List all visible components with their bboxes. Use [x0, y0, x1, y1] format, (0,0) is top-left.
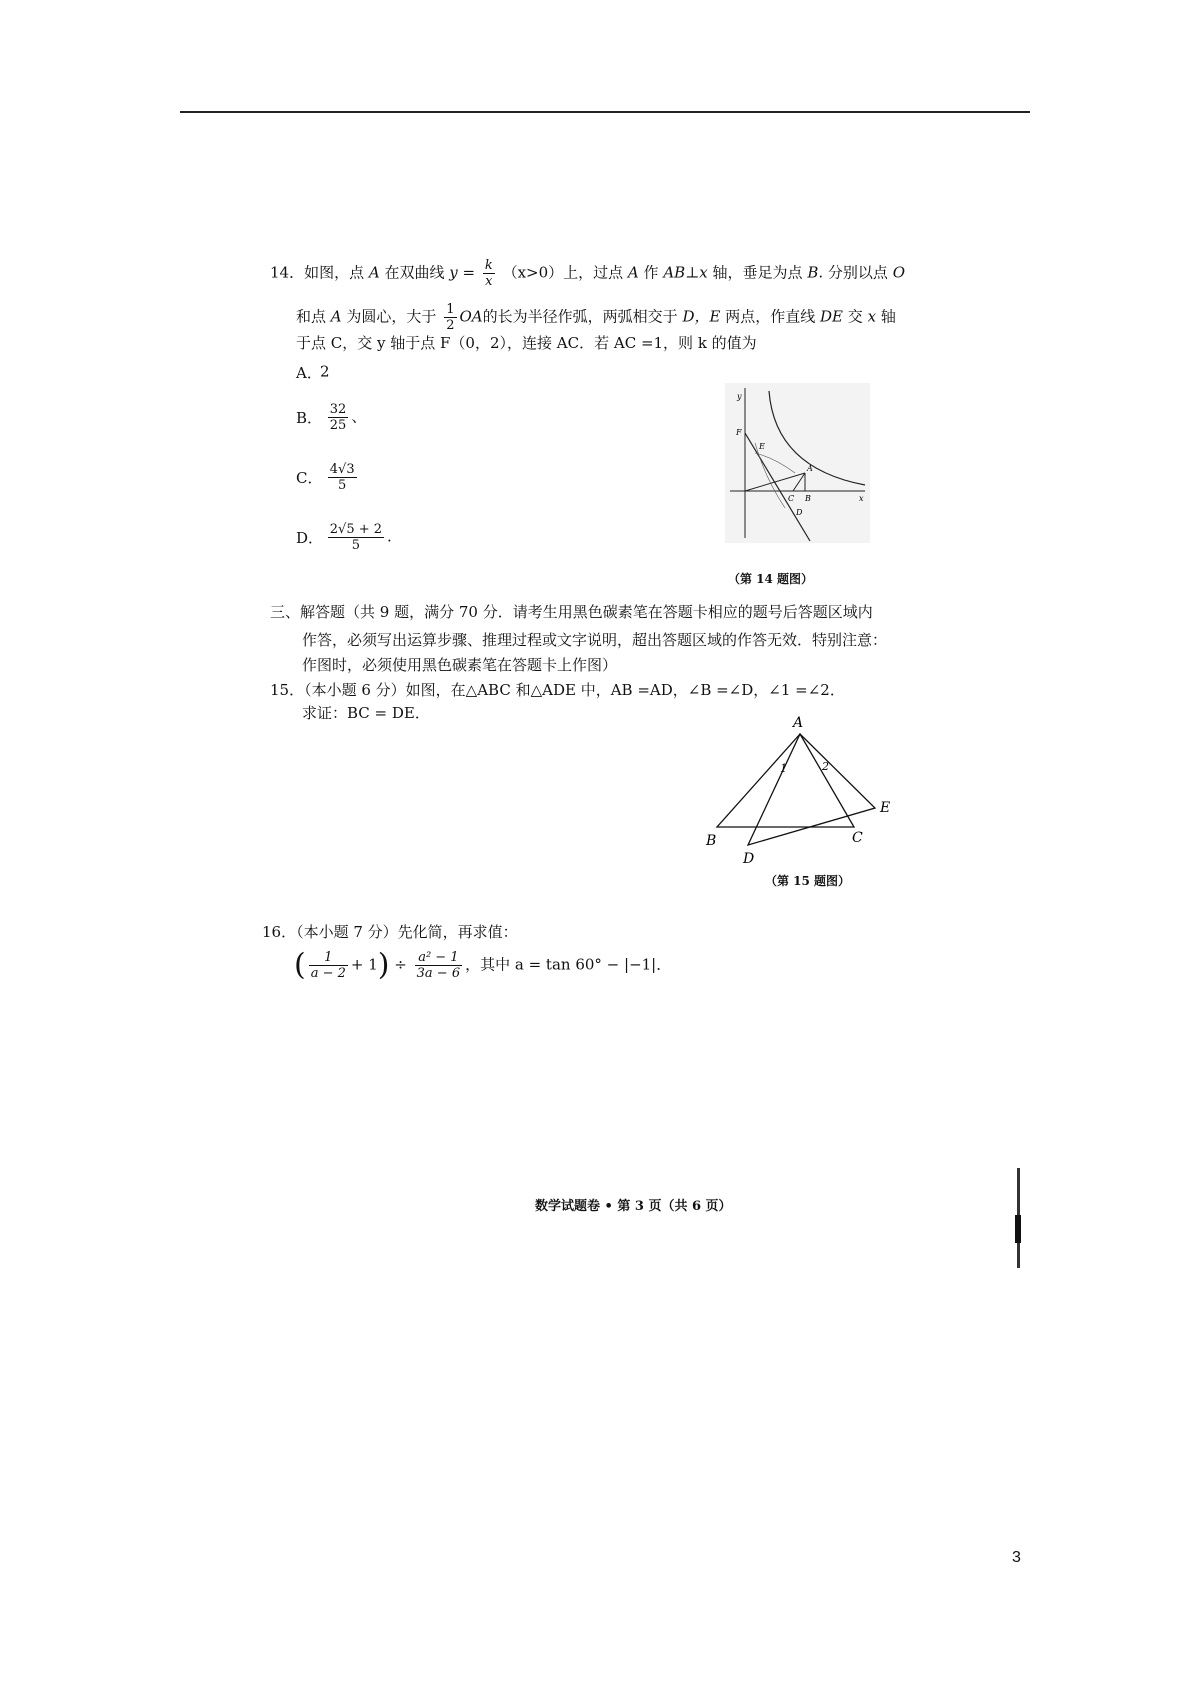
fig14-label-B: B [805, 494, 811, 503]
section3-line1: 三、解答题（共 9 题，满分 70 分．请考生用黑色碳素笔在答题卡相应的题号后答题区域内 [270, 603, 873, 621]
q14-line2: 和点 A 为圆心，大于 $\frac{1}{2}$ OA的长为半径作弧，两弧相交于 D，E 两点，作直线 DE 交 x 轴 [296, 302, 896, 333]
option-c: C． $\frac{4√3}{5}$ [296, 462, 355, 493]
curve-fraction: $\frac{k}{x}$ [484, 258, 493, 289]
q16-line1: 16．（本小题 7 分）先化简，再求值： [262, 923, 518, 941]
half-fraction: $\frac{1}{2}$ [446, 302, 455, 333]
figure-14-caption: （第 14 题图） [728, 572, 814, 586]
fig14-label-D: D [796, 508, 803, 517]
figure-15-caption: （第 15 题图） [765, 874, 851, 888]
fig14-label-E: E [759, 442, 765, 451]
q16-expression: ( $\frac{1}{a - 2}$ + 1) ÷ $\frac{\text{a² − 1}}{3a - 6}$ ，其中 a = tan 60° − |−1|． [294, 947, 672, 983]
header-rule [180, 111, 1030, 113]
fig14-label-y: y [737, 392, 742, 401]
fig14-label-C: C [788, 494, 795, 503]
option-b: B． $\frac{32}{25}$ 、 [296, 402, 367, 433]
q15-line1: 15．（本小题 6 分）如图，在△ABC 和△ADE 中，AB =AD，∠B =∠D，∠1 =∠2． [270, 681, 845, 699]
q15-line2: 求证：BC = DE． [302, 704, 430, 722]
fig15-label-E: E [880, 800, 891, 816]
fig14-label-x: x [859, 494, 864, 503]
fig15-label-A: A [793, 715, 804, 731]
figure-15 [700, 712, 900, 872]
fig14-label-A: A [807, 464, 813, 473]
fig15-label-2: 2 [822, 760, 829, 773]
q14-line3: 于点 C，交 y 轴于点 F（0，2），连接 AC．若 AC =1，则 k 的值为 [296, 334, 757, 352]
option-d: D． $\frac{2√5 + 2}{5}$ . [296, 522, 392, 553]
section3-line3: 作图时，必须使用黑色碳素笔在答题卡上作图） [302, 656, 618, 674]
q14-line1: 14．如图，点 A 在双曲线 y = $\frac{k}{x}$ （x>0）上，过点 A 作 AB⊥x 轴，垂足为点 B. 分别以点 O [270, 258, 906, 289]
fig15-label-1: 1 [780, 762, 787, 775]
section3-line2: 作答，必须写出运算步骤、推理过程或文字说明，超出答题区域的作答无效．特别注意： [302, 631, 888, 649]
fig15-label-C: C [852, 830, 863, 846]
page-number: 3 [1012, 1549, 1021, 1566]
page-footer: 数学试题卷 • 第 3 页（共 6 页） [535, 1199, 732, 1214]
fig15-label-D: D [743, 851, 755, 867]
figure-14 [725, 383, 870, 543]
fig15-label-B: B [706, 833, 717, 849]
scan-artifact-mark [1015, 1215, 1021, 1243]
option-a: A．2 [296, 362, 330, 382]
fig14-label-F: F [736, 428, 742, 437]
